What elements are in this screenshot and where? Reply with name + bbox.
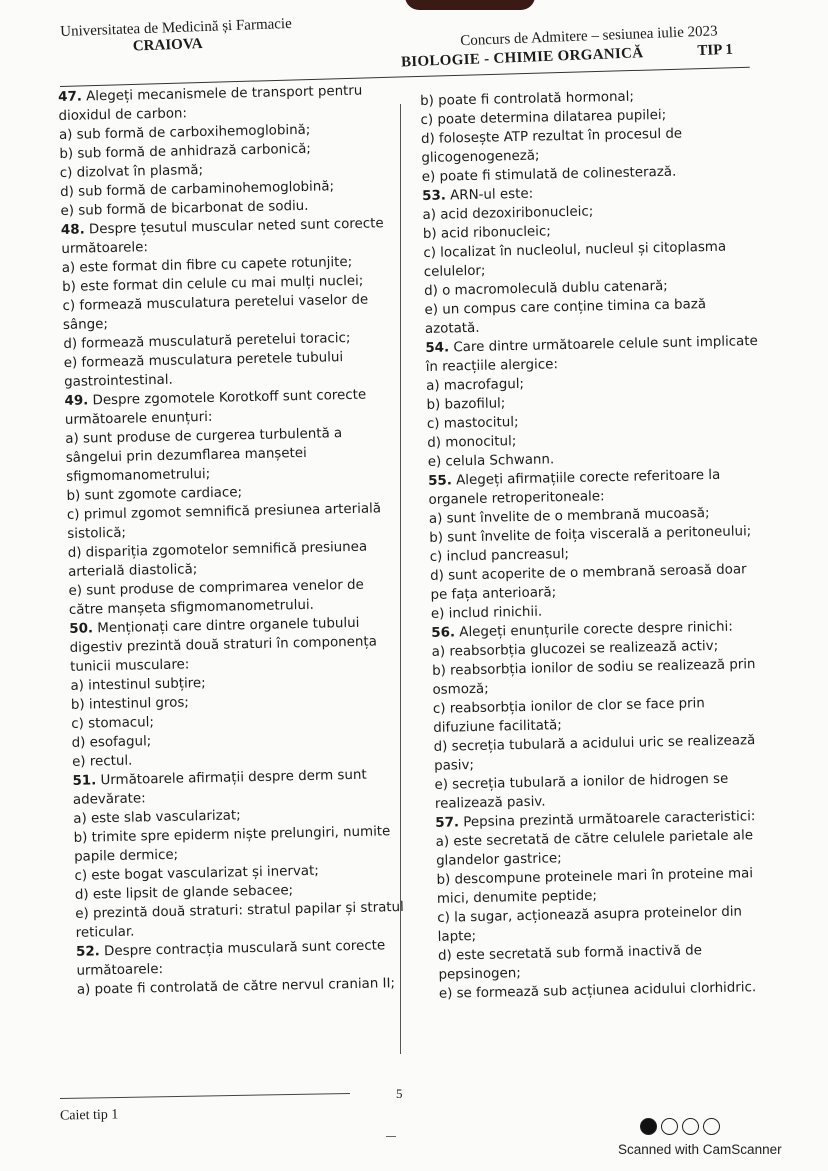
question-block	[425, 332, 763, 472]
question-block	[420, 85, 757, 187]
answer-option: d) sub formă de carbaminohemoglobină;	[60, 179, 335, 200]
question-block	[431, 617, 770, 814]
answer-option: a) reabsorbția glucozei se realizează activ;	[431, 638, 719, 660]
answer-option: a) intestinul subțire;	[70, 676, 206, 694]
question-stem	[69, 613, 400, 677]
answer-option: a) sunt produse de curgerea turbulentă a sângelui prin dezumflarea manșetei sfigmomanometrului;	[65, 426, 343, 485]
answer-option: b) sub formă de anhidrază carbonică;	[59, 141, 312, 162]
answer-option: b) trimite spre epiderm niște prelungiri, numite papile dermice;	[73, 824, 391, 865]
answer-option: b) descompune proteinele mari în proteine mai mici, denumite peptide;	[436, 866, 754, 907]
exam-header	[400, 22, 761, 71]
answer-option: a) este slab vascularizat;	[73, 808, 241, 827]
question-block	[61, 214, 395, 392]
question-text: Menționați care dintre organele tubului digestiv prezintă două straturi în componența tunicii musculare:	[69, 615, 378, 675]
question-block	[428, 465, 766, 624]
answer-option: b) acid ribonucleic;	[422, 224, 551, 242]
footer-mark	[386, 1136, 396, 1137]
scanner-watermark: Scanned with CamScanner	[618, 1142, 782, 1157]
answer-option: c) includ pancreasul;	[429, 546, 570, 565]
answer-option: b) intestinul gros;	[70, 695, 190, 713]
question-number: 47.	[58, 89, 83, 105]
answer-option: b) este format din celule cu mai mulți nuclei;	[62, 273, 364, 295]
question-number: 55.	[428, 473, 453, 489]
answer-option: c) stomacul;	[71, 715, 155, 732]
answer-option: d) dispariția zgomotelor semnifică presiunea arterială diastolică;	[67, 539, 368, 580]
answer-option: a) sunt învelite de o membrană mucoasă;	[428, 506, 710, 527]
answer-option: d) secreția tubulară a acidului uric se realizează pasiv;	[433, 733, 756, 774]
answer-option: d) este secretată sub formă inactivă de pepsinogen;	[437, 943, 703, 983]
answer-option: c) la sugar, acționează asupra proteinelor din lapte;	[437, 904, 743, 945]
answer-option: b) sunt zgomote cardiace;	[66, 485, 243, 504]
question-number: 57.	[435, 815, 460, 831]
question-text: Despre zgomotele Korotkoff sunt corecte următoarele enunțuri:	[64, 387, 367, 428]
question-block	[72, 765, 406, 943]
question-text: Care dintre următoarele celule sunt implicate în reacțiile alergice:	[425, 333, 758, 375]
answer-option: a) este secretată de către celulele parietale ale glandelor gastrice;	[435, 828, 754, 869]
question-block	[64, 385, 399, 620]
answer-option: e) se formează sub acțiunea acidului clorhidric.	[438, 980, 757, 1002]
question-number: 49.	[64, 393, 89, 409]
answer-option: e) celula Schwann.	[427, 452, 555, 470]
question-text: Alegeți enunțurile corecte despre rinichi:	[459, 619, 733, 641]
answer-option: c) dizolvat în plasmă;	[59, 162, 204, 181]
question-block	[435, 807, 774, 1004]
question-text: Următoarele afirmații despre derm sunt adevărate:	[72, 767, 367, 808]
answer-option: d) formează musculatură peretelui toracic;	[63, 330, 351, 352]
answer-option: e) formează musculatura peretele tubului gastrointestinal.	[63, 350, 344, 390]
answer-option: e) includ rinichii.	[430, 604, 543, 622]
question-block	[69, 613, 402, 772]
question-number: 53.	[422, 188, 447, 204]
answer-option: e) prezintă două straturi: stratul papilar și stratul reticular.	[75, 899, 404, 941]
answer-option: e) poate fi stimulată de colinesterază.	[421, 164, 677, 185]
university-header	[60, 15, 331, 58]
answer-option: c) reabsorbția ionilor de clor se face prin difuziune facilitată;	[432, 696, 705, 736]
question-text: Alegeți mecanismele de transport pentru dioxidul de carbon:	[58, 83, 363, 124]
answer-option: e) secreția tubulară a ionilor de hidrogen se realizează pasiv.	[434, 771, 729, 812]
answer-option: c) primul zgomot semnifică presiunea arterială sistolică;	[66, 501, 382, 542]
empty-circle-icon	[703, 1118, 720, 1135]
question-text: Alegeți afirmațiile corecte referitoare la organele retroperitoneale:	[428, 467, 721, 508]
answer-option: e) sub formă de bicarbonat de sodiu.	[60, 198, 309, 219]
answer-option: d) sunt acoperite de o membrană seroasă doar pe fața anterioară;	[429, 562, 747, 603]
test-type: TIP 1	[697, 41, 734, 60]
question-number: 54.	[425, 340, 450, 356]
right-column	[420, 85, 774, 1004]
question-block	[76, 936, 407, 1000]
answer-option: a) este format din fibre cu capete rotunjite;	[61, 254, 353, 276]
empty-circle-icon	[661, 1118, 678, 1135]
university-city: CRAIOVA	[132, 36, 203, 55]
answer-option: a) acid dezoxiribonucleic;	[422, 204, 594, 223]
answer-option: e) rectul.	[71, 753, 133, 770]
answer-option: b) reabsorbția ionilor de sodiu se realizează prin osmoză;	[431, 657, 756, 698]
question-text: ARN-ul este:	[450, 186, 534, 204]
answer-option: a) sub formă de carboxihemoglobină;	[58, 122, 311, 143]
booklet-label: Caiet tip 1	[59, 1107, 119, 1124]
page-indicator	[640, 1118, 720, 1135]
question-text: Despre țesutul muscular neted sunt corecte următoarele:	[61, 216, 384, 257]
answer-option: d) o macromoleculă dublu catenară;	[424, 278, 668, 299]
question-block	[58, 81, 391, 221]
page-number: 5	[396, 1086, 403, 1101]
answer-option: e) un compus care conține timina ca bază azotată.	[424, 297, 707, 337]
answer-option: b) poate fi controlată hormonal;	[420, 89, 635, 109]
answer-option: d) este lipsit de glande sebacee;	[74, 883, 294, 903]
footer-divider	[60, 1093, 350, 1099]
answer-option: a) macrofagul;	[426, 376, 525, 394]
answer-option: d) monocitul;	[427, 434, 517, 451]
university-name: Universitatea de Medicină și Farmacie	[60, 15, 292, 40]
question-text: Despre contracția musculară sunt corecte următoarele:	[76, 938, 386, 979]
question-number: 51.	[72, 773, 97, 789]
question-text: Pepsina prezintă următoarele caracteristici:	[463, 809, 756, 831]
question-number: 56.	[431, 625, 456, 641]
answer-option: e) sunt produse de comprimarea venelor de către manșeta sfigmomanometrului.	[68, 577, 364, 618]
answer-option: a) poate fi controlată de către nervul cranian II;	[76, 976, 396, 998]
answer-option: b) bazofilul;	[426, 396, 506, 413]
answer-option: d) folosește ATP rezultat în procesul de glicogenogeneză;	[420, 126, 683, 166]
answer-option: c) formează musculatura peretelui vaselor de sânge;	[62, 292, 369, 333]
filled-circle-icon	[640, 1118, 657, 1135]
answer-option: c) localizat în nucleolul, nucleul și citoplasma celulelor;	[423, 239, 727, 280]
answer-option: b) sunt învelite de foița viscerală a peritoneului;	[429, 524, 752, 546]
question-number: 48.	[60, 222, 85, 238]
answer-option: c) poate determina dilatarea pupilei;	[420, 107, 667, 128]
left-column	[58, 81, 407, 1000]
answer-option: c) mastocitul;	[426, 415, 519, 432]
subject-title: BIOLOGIE - CHIMIE ORGANICĂ	[400, 45, 644, 71]
answer-option: c) este bogat vascularizat și inervat;	[74, 863, 319, 884]
question-block	[422, 180, 760, 339]
contest-title: Concurs de Admitere – sesiunea iulie 2023	[459, 23, 718, 50]
answer-option: d) esofagul;	[71, 734, 152, 751]
question-number: 52.	[75, 944, 100, 960]
scan-artifact	[405, 0, 535, 10]
empty-circle-icon	[682, 1118, 699, 1135]
question-number: 50.	[69, 621, 94, 637]
